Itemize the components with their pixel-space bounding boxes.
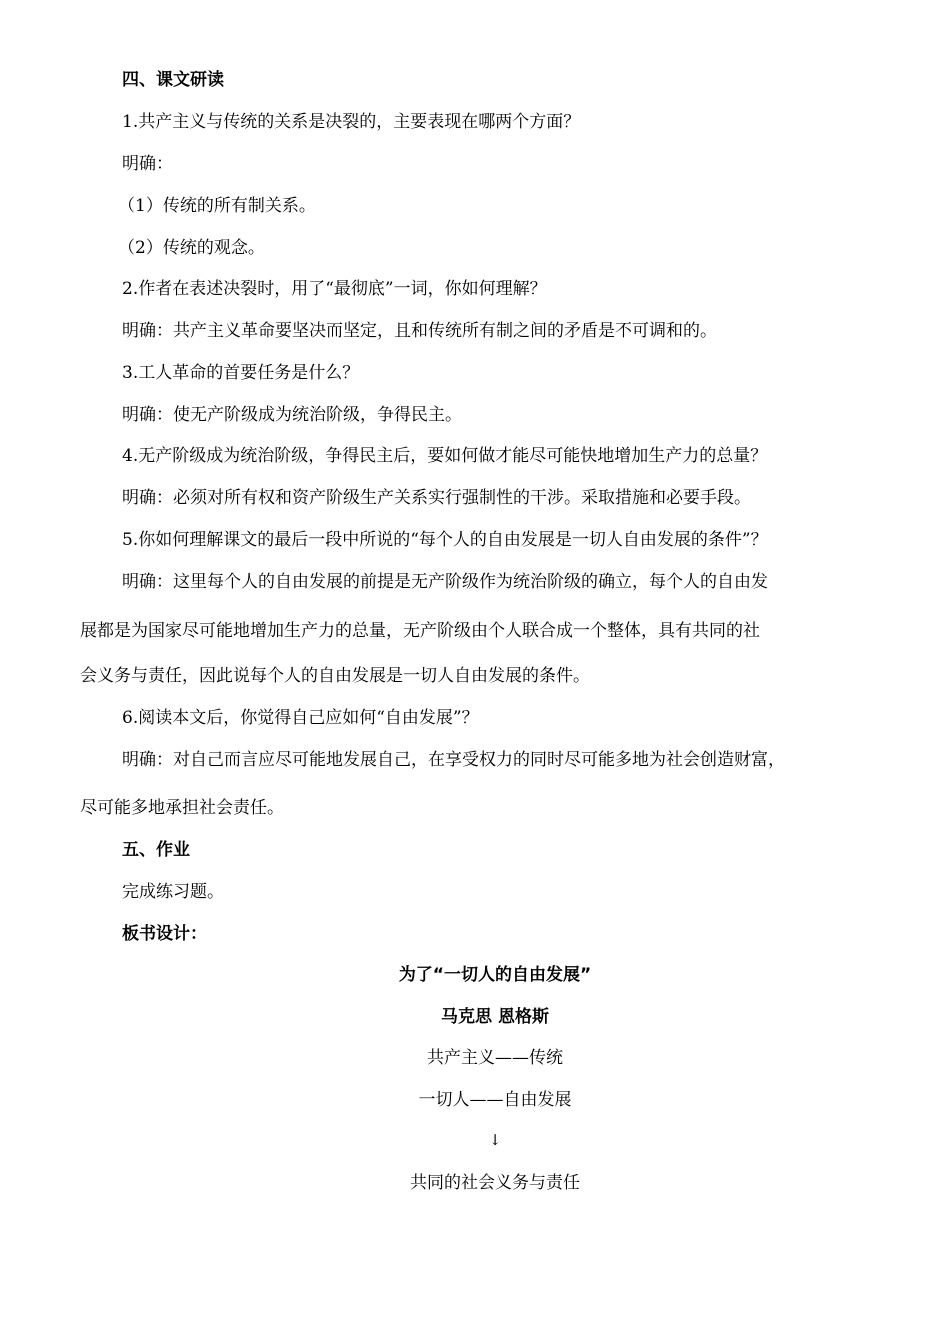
answer-5-line-3: 会义务与责任，因此说每个人的自由发展是一切人自由发展的条件。	[80, 666, 590, 686]
answer-1-label: 明确：	[122, 154, 173, 174]
question-4: 4.无产阶级成为统治阶级，争得民主后，要如何做才能尽可能快地增加生产力的总量？	[122, 446, 768, 466]
answer-2: 明确：共产主义革命要坚决而坚定，且和传统所有制之间的矛盾是不可调和的。	[122, 321, 717, 341]
homework-text: 完成练习题。	[122, 882, 224, 902]
answer-4: 明确：必须对所有权和资产阶级生产关系实行强制性的干涉。采取措施和必要手段。	[122, 488, 751, 508]
board-line-communism-tradition: 共产主义——传统	[427, 1048, 563, 1068]
answer-5-line-1: 明确：这里每个人的自由发展的前提是无产阶级作为统治阶级的确立，每个人的自由发	[122, 572, 768, 592]
down-arrow-icon: ↓	[488, 1131, 502, 1149]
section-heading-study: 四、课文研读	[122, 70, 224, 90]
question-3: 3.工人革命的首要任务是什么？	[122, 363, 360, 383]
answer-5-line-2: 展都是为国家尽可能地增加生产力的总量，无产阶级由个人联合成一个整体，具有共同的社	[80, 621, 760, 641]
board-design-heading: 板书设计：	[122, 924, 207, 944]
board-line-all-people-free-development: 一切人——自由发展	[418, 1090, 572, 1110]
board-title: 为了“一切人的自由发展”	[398, 965, 592, 985]
question-1: 1.共产主义与传统的关系是决裂的，主要表现在哪两个方面？	[122, 112, 581, 132]
question-2: 2.作者在表述决裂时，用了“最彻底”一词，你如何理解？	[122, 279, 547, 299]
board-authors: 马克思 恩格斯	[441, 1007, 549, 1027]
answer-3: 明确：使无产阶级成为统治阶级，争得民主。	[122, 405, 462, 425]
question-5: 5.你如何理解课文的最后一段中所说的“每个人的自由发展是一切人自由发展的条件”？	[122, 530, 768, 550]
answer-6-line-1: 明确：对自己而言应尽可能地发展自己，在享受权力的同时尽可能多地为社会创造财富，	[122, 750, 785, 770]
section-heading-homework: 五、作业	[122, 840, 190, 860]
answer-1-item-1: （1）传统的所有制关系。	[118, 196, 316, 216]
answer-1-item-2: （2）传统的观念。	[118, 238, 265, 258]
question-6: 6.阅读本文后，你觉得自己应如何“自由发展”？	[122, 708, 479, 728]
answer-6-line-2: 尽可能多地承担社会责任。	[80, 798, 284, 818]
board-line-common-duty: 共同的社会义务与责任	[410, 1173, 580, 1193]
